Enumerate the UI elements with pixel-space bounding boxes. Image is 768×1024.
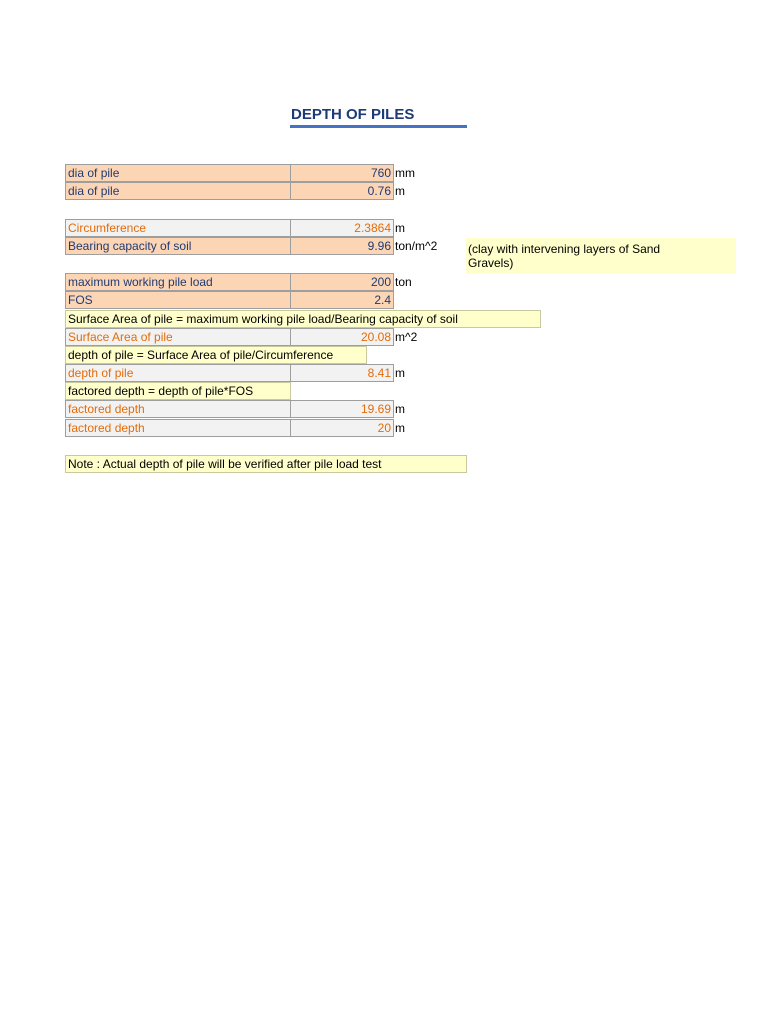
formula-factored-depth[interactable]: factored depth = depth of pile*FOS: [65, 382, 291, 400]
row-unit: m: [395, 402, 405, 416]
formula-surface-area[interactable]: Surface Area of pile = maximum working pile load/Bearing capacity of soil: [65, 310, 541, 328]
row-value[interactable]: 760: [290, 164, 394, 182]
row-unit: mm: [395, 166, 415, 180]
row-value[interactable]: 20: [290, 419, 394, 437]
row-unit: ton: [395, 275, 412, 289]
row-value[interactable]: 0.76: [290, 182, 394, 200]
row-label[interactable]: FOS: [65, 291, 291, 309]
row-value[interactable]: 20.08: [290, 328, 394, 346]
title-underline: [290, 125, 467, 128]
row-unit: m: [395, 221, 405, 235]
row-label[interactable]: Circumference: [65, 219, 291, 237]
row-unit: m: [395, 421, 405, 435]
row-unit: ton/m^2: [395, 239, 438, 253]
row-label[interactable]: Surface Area of pile: [65, 328, 291, 346]
verification-note[interactable]: Note : Actual depth of pile will be verified after pile load test: [65, 455, 467, 473]
page-title: DEPTH OF PILES: [291, 106, 415, 123]
soil-description-text: (clay with intervening layers of Sand Gravels): [468, 242, 661, 270]
row-label[interactable]: dia of pile: [65, 164, 291, 182]
row-label[interactable]: factored depth: [65, 419, 291, 437]
row-label[interactable]: depth of pile: [65, 364, 291, 382]
row-label[interactable]: maximum working pile load: [65, 273, 291, 291]
row-unit: m: [395, 366, 405, 380]
row-value[interactable]: 2.3864: [290, 219, 394, 237]
row-label[interactable]: dia of pile: [65, 182, 291, 200]
soil-description-note[interactable]: [466, 238, 736, 274]
row-unit: m: [395, 184, 405, 198]
row-value[interactable]: 200: [290, 273, 394, 291]
row-value[interactable]: 8.41: [290, 364, 394, 382]
row-unit: m^2: [395, 330, 418, 344]
row-label[interactable]: factored depth: [65, 400, 291, 418]
row-value[interactable]: 2.4: [290, 291, 394, 309]
row-value[interactable]: 19.69: [290, 400, 394, 418]
row-label[interactable]: Bearing capacity of soil: [65, 237, 291, 255]
formula-depth[interactable]: depth of pile = Surface Area of pile/Circumference: [65, 346, 367, 364]
row-value[interactable]: 9.96: [290, 237, 394, 255]
